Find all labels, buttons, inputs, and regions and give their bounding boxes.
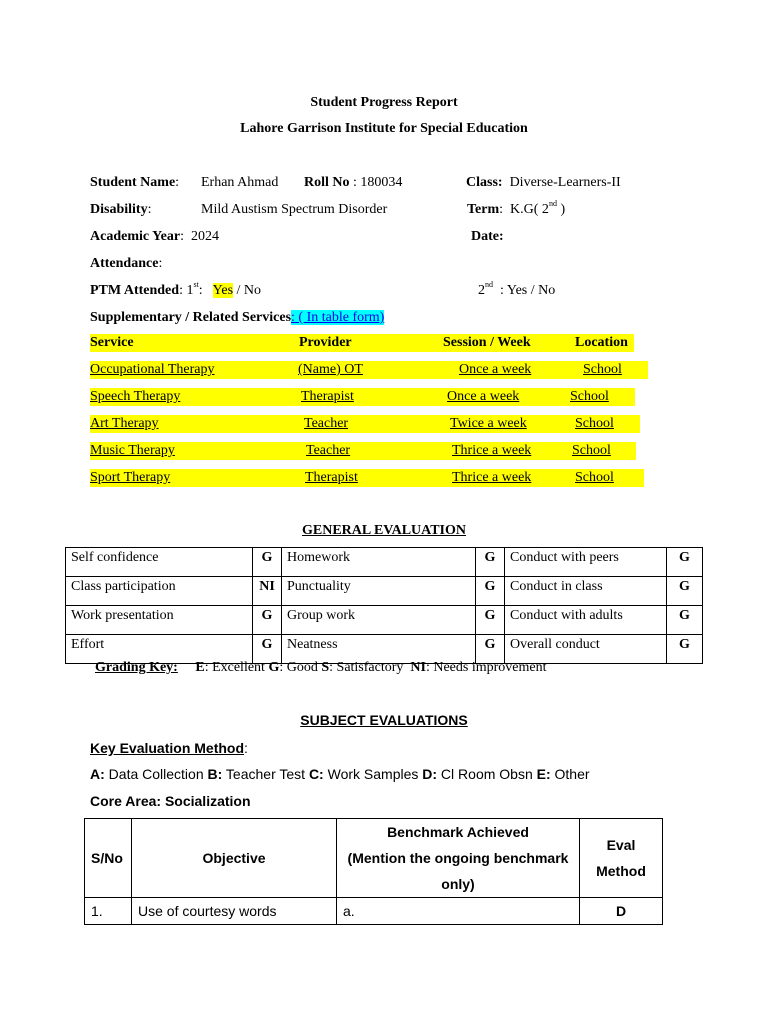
report-title: Student Progress Report [310,95,458,110]
term-row: Term: K.G( 2nd ) [467,199,566,217]
col-sno: S/No [85,819,132,898]
disability-label: Disability [90,202,148,217]
roll-no-value: : 180034 [353,175,403,190]
table-row [85,898,663,925]
trait-grade: G [476,606,505,635]
date-label: Date: [471,229,504,244]
trait-grade: G [253,635,282,664]
key-evaluation-method: Key Evaluation Method: [90,740,248,756]
trait-label: Conduct with peers [505,548,667,577]
ptm-first-no: / No [236,283,262,298]
services-col-provider: Provider [299,335,352,350]
trait-grade: G [253,606,282,635]
services-row [90,361,648,379]
table-header-row [85,819,663,898]
trait-label: Effort [66,635,253,664]
ptm-second: 2nd : Yes / No [478,280,556,298]
academic-year-row: Academic Year: 2024 [90,229,219,244]
trait-label: Homework [282,548,476,577]
trait-grade: G [476,577,505,606]
academic-year-label: Academic Year [90,229,181,244]
subject-evaluation-table [84,818,663,925]
ptm-row: PTM Attended: 1st: Yes / No [90,280,262,298]
trait-label: Punctuality [282,577,476,606]
trait-label: Work presentation [66,606,253,635]
trait-grade: G [667,577,703,606]
cell-benchmark: a. [337,898,580,925]
services-col-service: Service [90,335,134,350]
service-location: School [570,389,609,404]
trait-label: Conduct with adults [505,606,667,635]
core-area-label: Core Area [90,793,157,809]
services-heading: Supplementary / Related Services: ( In table form) [90,310,385,325]
trait-label: Class participation [66,577,253,606]
col-objective: Objective [132,819,337,898]
class-value: Diverse-Learners-II [509,175,621,190]
services-row [90,469,644,487]
trait-label: Neatness [282,635,476,664]
services-row [90,442,636,460]
service-provider: (Name) OT [298,362,363,377]
col-eval-method: Eval Method [580,819,663,898]
trait-label: Conduct in class [505,577,667,606]
service-provider: Therapist [305,470,358,485]
service-location: School [583,362,622,377]
service-location: School [572,443,611,458]
term-value: K.G( 2nd ) [510,199,566,217]
service-name: Music Therapy [90,443,175,458]
class-label: Class: [466,175,503,190]
academic-year-value: 2024 [190,229,219,244]
service-session: Twice a week [450,416,527,431]
general-evaluation-table [65,547,703,664]
term-label: Term [467,202,500,217]
service-provider: Therapist [301,389,354,404]
service-session: Thrice a week [452,443,532,458]
disability-row: Disability: [90,202,152,217]
trait-grade: G [667,548,703,577]
table-row [66,606,703,635]
col-benchmark: Benchmark Achieved (Mention the ongoing benchmark only) [337,819,580,898]
ptm-label: PTM Attended [90,283,180,298]
services-row [90,388,635,406]
student-name-value: Erhan Ahmad [201,175,279,190]
service-location: School [575,470,614,485]
attendance-label: Attendance [90,256,159,271]
services-row [90,415,640,433]
roll-no [304,175,402,191]
attendance-row: Attendance: [90,256,163,271]
service-name: Sport Therapy [90,470,171,485]
institute-name: Lahore Garrison Institute for Special Education [240,121,528,136]
student-name-label: Student Name [90,175,176,190]
subject-evaluations-title: SUBJECT EVALUATIONS [300,712,468,728]
services-header-row [90,334,634,352]
service-name: Occupational Therapy [90,362,215,377]
cell-sno: 1. [85,898,132,925]
roll-no-label: Roll No [304,175,350,190]
service-provider: Teacher [306,443,351,458]
table-row [66,548,703,577]
service-session: Thrice a week [452,470,532,485]
trait-grade: G [476,635,505,664]
trait-grade: G [667,635,703,664]
general-evaluation-title: GENERAL EVALUATION [301,523,467,538]
service-name: Speech Therapy [90,389,181,404]
ptm-first-yes: Yes [212,283,234,298]
class-row [466,175,621,191]
student-name-row: Student Name: [90,175,180,190]
cell-objective: Use of courtesy words [132,898,337,925]
trait-grade: G [667,606,703,635]
table-row [66,577,703,606]
services-note: : ( In table form) [291,310,385,325]
core-area [90,793,251,809]
services-col-session: Session / Week [443,335,531,350]
service-session: Once a week [447,389,520,404]
trait-grade: NI [253,577,282,606]
services-col-location: Location [575,335,628,350]
trait-grade: G [253,548,282,577]
grading-key: Grading Key: E: Excellent G: Good S: Satisfactory NI: Needs improvement [95,660,547,675]
key-evaluation-label: Key Evaluation Method [90,740,245,756]
cell-method: D [580,898,663,925]
trait-label: Overall conduct [505,635,667,664]
grading-key-label: Grading Key: [95,660,178,675]
trait-label: Self confidence [66,548,253,577]
disability-value: Mild Austism Spectrum Disorder [201,202,388,217]
service-session: Once a week [459,362,532,377]
service-location: School [575,416,614,431]
service-provider: Teacher [304,416,349,431]
service-name: Art Therapy [90,416,159,431]
evaluation-methods-legend: A: Data Collection B: Teacher Test C: Work Samples D: Cl Room Obsn E: Other [90,766,590,782]
trait-label: Group work [282,606,476,635]
core-area-value: : Socialization [156,793,251,809]
trait-grade: G [476,548,505,577]
